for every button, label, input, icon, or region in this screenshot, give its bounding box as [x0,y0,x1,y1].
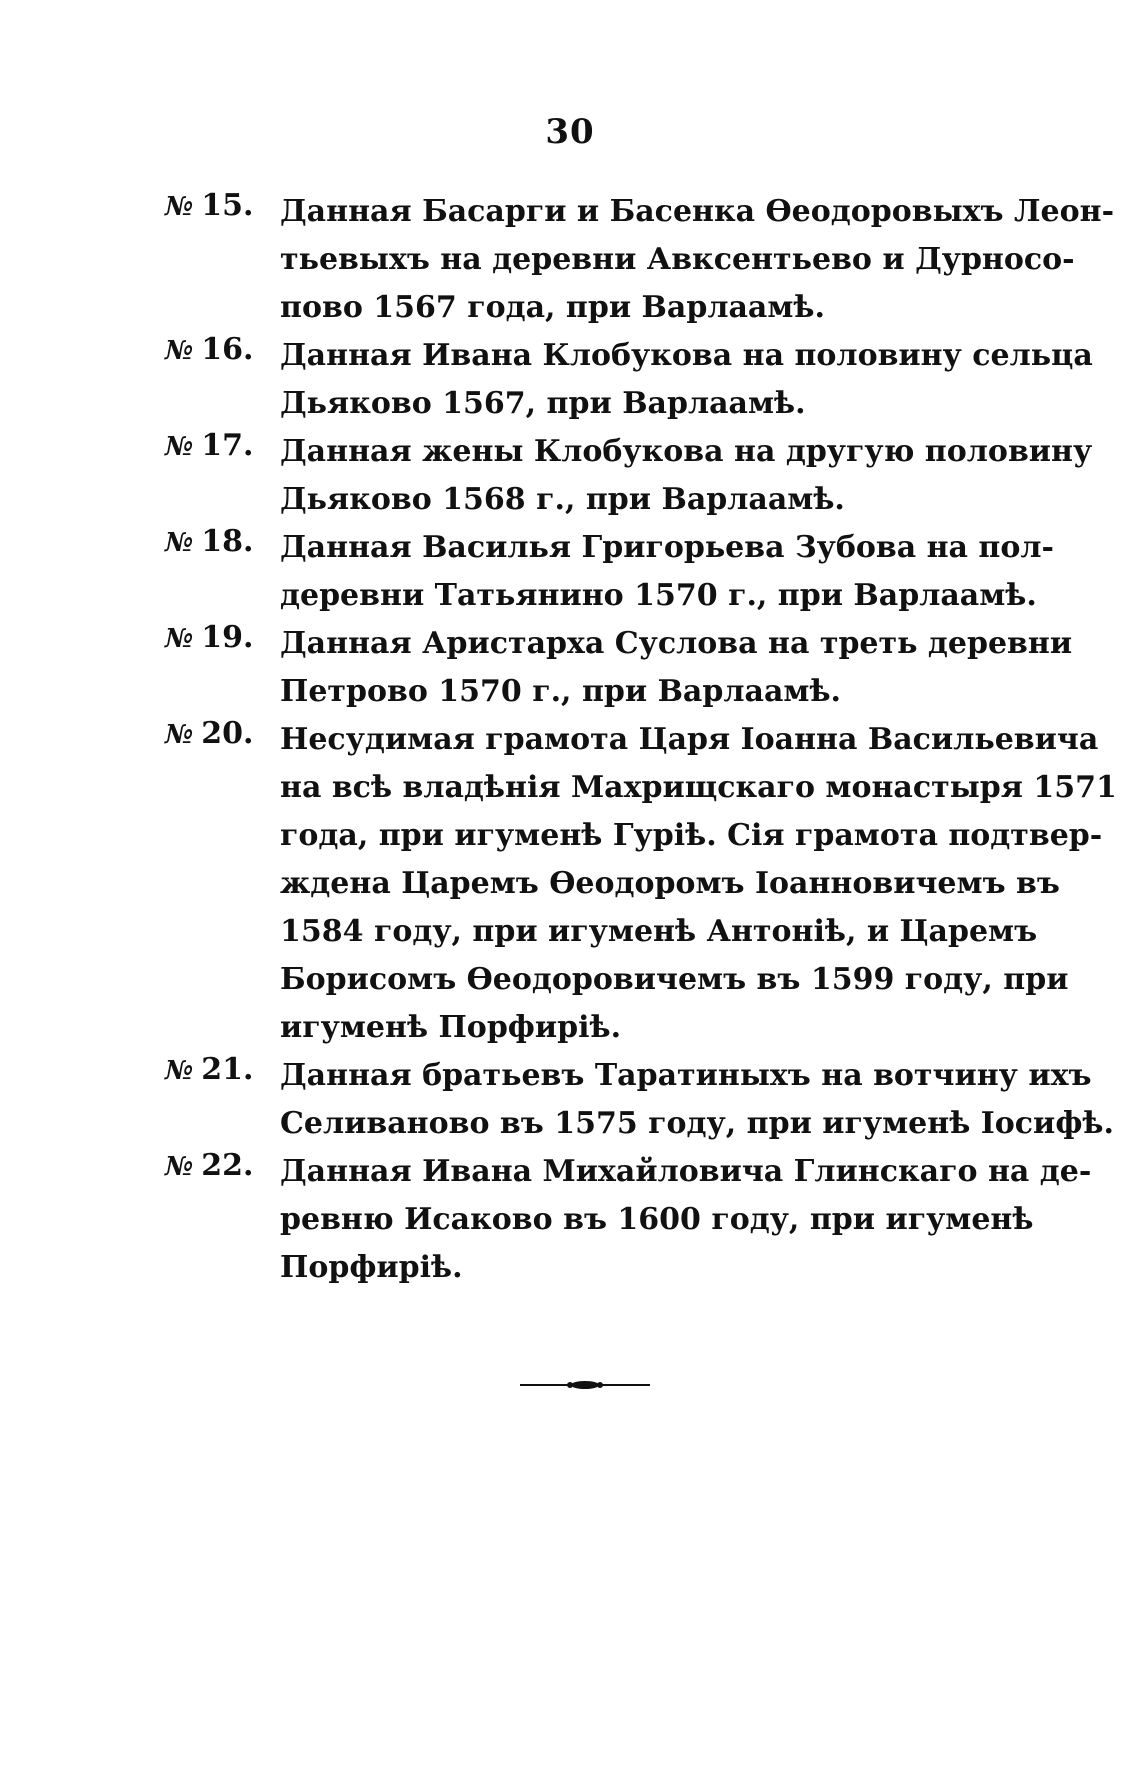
entry-number-value: 18. [201,524,254,559]
entry-number [165,332,253,367]
numero-sign: № [165,1152,194,1182]
entry-number-value: 21. [201,1052,254,1087]
entry-number [165,716,253,751]
entry-text-line: Селиваново въ 1575 году, при игуменѣ Іосифѣ. [280,1106,1114,1141]
entry-text-line: Дьяково 1568 г., при Варлаамѣ. [280,482,845,517]
entry-text-line: 1584 году, при игуменѣ Антоніѣ, и Царемъ [280,914,1038,949]
entry-text-line: Петрово 1570 г., при Варлаамѣ. [280,674,841,709]
entry-text-line: на всѣ владѣнія Махрищскаго монастыря 1571 [280,770,1117,805]
document-entry [165,716,1117,1052]
entry-text-line: Данная братьевъ Таратиныхъ на вотчину ихъ [280,1058,1092,1093]
numero-sign: № [165,336,194,366]
entry-text-line: деревни Татьянино 1570 г., при Варлаамѣ. [280,578,1037,613]
entry-text-line: Данная Аристарха Суслова на треть деревни [280,626,1073,661]
entry-text-line: пово 1567 года, при Варлаамѣ. [280,290,825,325]
numero-sign: № [165,1056,194,1086]
document-entry [165,620,1073,716]
numero-sign: № [165,528,194,558]
numero-sign: № [165,192,194,222]
entry-number [165,620,253,655]
document-entry [165,1148,1092,1292]
entry-text-line: Дьяково 1567, при Варлаамѣ. [280,386,806,421]
entry-number-value: 17. [201,428,254,463]
entry-list [165,188,1117,1292]
entry-number [165,428,253,463]
entry-number [165,1052,253,1087]
document-entry [165,188,1115,332]
entry-text-line: Данная Василья Григорьева Зубова на пол- [280,530,1054,565]
document-entry [165,332,1093,428]
entry-text-line: тьевыхъ на деревни Авксентьево и Дурносо- [280,242,1075,277]
entry-text-line: ревню Исаково въ 1600 году, при игуменѣ [280,1202,1034,1237]
entry-text-line: Данная Басарги и Басенка Өеодоровыхъ Леон- [280,194,1115,229]
entry-number-value: 19. [201,620,254,655]
entry-text-line: ждена Царемъ Өеодоромъ Іоанновичемъ въ [280,866,1060,901]
entry-text-line: Борисомъ Өеодоровичемъ въ 1599 году, при [280,962,1069,997]
numero-sign: № [165,432,194,462]
numero-sign: № [165,720,194,750]
document-entry [165,1052,1114,1148]
document-entry [165,428,1093,524]
document-entry [165,524,1054,620]
entry-text-line: Несудимая грамота Царя Іоанна Васильевича [280,722,1099,757]
entry-text-line: игуменѣ Порфиріѣ. [280,1010,622,1045]
entry-number [165,524,253,559]
numero-sign: № [165,624,194,654]
entry-number [165,1148,253,1183]
entry-number-value: 16. [201,332,254,367]
page-number: 30 [545,112,595,152]
entry-text-line: Данная Ивана Михайловича Глинскаго на де- [280,1154,1092,1189]
entry-number-value: 15. [201,188,254,223]
entry-text-line: Данная жены Клобукова на другую половину [280,434,1093,469]
entry-number [165,188,253,223]
entry-number-value: 22. [201,1148,254,1183]
entry-number-value: 20. [201,716,254,751]
entry-text-line: Порфиріѣ. [280,1250,463,1285]
ornamental-divider [520,1378,650,1392]
entry-text-line: Данная Ивана Клобукова на половину сельца [280,338,1093,373]
entry-text-line: года, при игуменѣ Гуріѣ. Сія грамота подтвер- [280,818,1103,853]
